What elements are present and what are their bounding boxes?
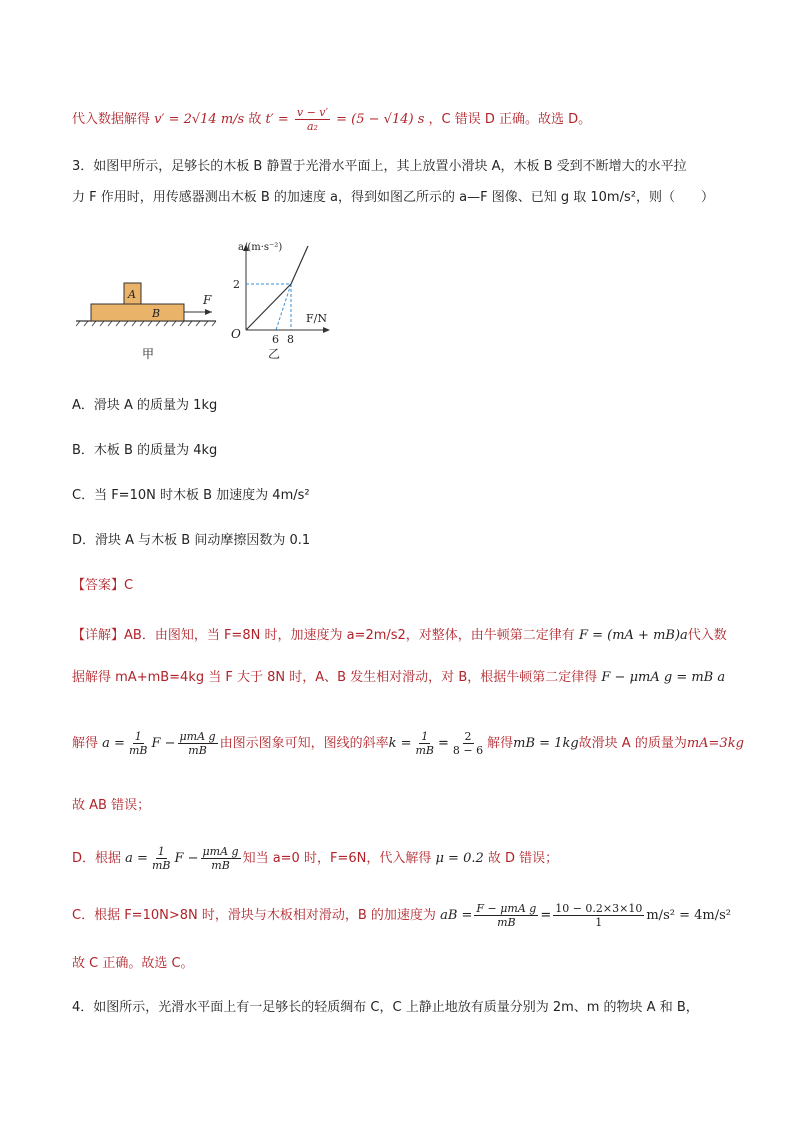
option-b: B．木板 B 的质量为 4kg [72,443,218,458]
formula-ma: mA=3kg [686,736,744,751]
fraction-mu [178,730,218,757]
force-arrowhead [205,309,212,315]
answer-value: C [124,578,134,593]
fraction-t [295,106,330,133]
formula-p1: F = (mA + mB)a [578,628,688,643]
formula-mb: mB = 1kg [513,736,579,751]
formula-ab: aB = [440,908,473,923]
detail-p3-text2: 解得 [487,736,514,751]
formula-p2: F − μmA g = mB a [601,670,726,685]
fraction-den: mB [497,916,516,929]
graph-segment-1 [246,284,291,330]
text-prefix: 代入数据解得 [72,112,151,127]
fraction-den: 1 [595,916,603,929]
x-tick-6: 6 [272,333,279,346]
option-a: A．滑块 A 的质量为 1kg [72,398,218,413]
origin-label: O [231,327,241,341]
formula-p5-a: a = [125,851,148,866]
option-d: D．滑块 A 与木板 B 间动摩擦因数为 0.1 [72,533,311,548]
fraction-den: mB [188,744,207,757]
detail-line-6: C．根据 F=10N>8N 时，滑块与木板相对滑动，B 的加速度为 aB = $\frac{\text{F − μmA g}}{mB}$ = $\frac{10 - 0.2\times 3\times 10}{1}$ m/s² = 4m/s² [72,902,731,929]
question-3-line-2: 力 F 作用时，用传感器测出木板 B 的加速度 a，得到如图乙所示的 a—F 图像、已知 g 取 10m/s²，则（ ） [72,190,714,205]
fraction-den: mB [151,859,171,872]
fraction-den: a₂ [306,120,318,133]
formula-v: v′ = 2√14 m/s [154,112,245,127]
fraction-num: μmA g [179,730,216,743]
formula-k: k = [388,736,412,751]
fraction-den: mB [128,744,148,757]
formula-p5-mid: F − [174,851,199,866]
fraction-p5-2 [201,845,241,872]
fraction-num: 1 [134,730,142,743]
fraction-k1 [413,730,436,757]
y-tick-2: 2 [233,278,240,291]
x-axis-label: F/N [306,312,327,325]
question-4-line-1: 4．如图所示，光滑水平面上有一足够长的轻质绸布 C，C 上静止地放有质量分别为 2m、m 的物块 A 和 B， [72,1000,699,1015]
fraction-num: 10 − 0.2×3×10 [555,902,643,915]
fraction-p6-2 [553,902,644,929]
formula-t-rhs: = (5 − √14) s [336,112,425,127]
fraction-p6-1 [474,902,538,929]
fraction-den: mB [211,859,230,872]
fraction-den: 8 − 6 [452,744,484,757]
formula-p3-mid: F − [151,736,176,751]
fraction-num: v − v′ [296,106,328,119]
label-b: B [151,307,161,320]
detail-p5-pre: D．根据 [72,851,122,866]
detail-p1: AB．由图知，当 F=8N 时，加速度为 a=2m/s2，对整体，由牛顿第二定律有 [124,628,575,643]
text-tail: ，C 错误 D 正确。故选 D。 [428,112,592,127]
detail-label: 【详解】 [72,628,125,643]
detail-p3-text: 由图示图象可知，图线的斜率 [219,736,389,751]
detail-line-2 [72,668,734,688]
detail-p2: 据解得 mA+mB=4kg 当 F 大于 8N 时，A、B 发生相对滑动，对 B，根据牛顿第二定律得 [72,670,598,685]
fraction-1-mb [127,730,150,757]
detail-p6-pre: C．根据 F=10N>8N 时，滑块与木板相对滑动，B 的加速度为 [72,908,436,923]
fraction-k2 [451,730,485,757]
detail-line-7: 故 C 正确。故选 C。 [72,956,194,971]
question-3-line-1: 3．如图甲所示，足够长的木板 B 静置于光滑水平面上，其上放置小滑块 A，木板 B 受到不断增大的水平拉 [72,159,687,174]
fraction-num: F − μmA g [476,902,537,915]
detail-line-4: 故 AB 错误； [72,798,151,813]
y-axis-label: a/(m·s⁻²) [238,242,283,253]
fraction-p5-1 [150,845,173,872]
fraction-num: μmA g [202,845,239,858]
solution-tail-line [72,106,734,133]
detail-line-1 [72,626,734,646]
label-f: F [203,293,212,307]
x-axis-arrow [323,327,330,333]
formula-p3-a: a = [102,736,125,751]
detail-p3-text3: 故滑块 A 的质量为 [578,736,687,751]
text-mid: 故 [248,112,262,127]
fraction-num: 1 [157,845,165,858]
formula-eq: = [438,736,449,751]
detail-p5-tail: 故 D 错误； [487,851,559,866]
detail-line-5 [72,845,734,872]
fraction-num: 2 [464,730,472,743]
formula-t-lhs: t′ = [265,112,289,127]
answer-line [72,576,734,596]
figure-a-f-graph [228,238,343,363]
caption-jia: 甲 [141,347,155,361]
caption-yi: 乙 [268,347,281,361]
option-c: C．当 F=10N 时木板 B 加速度为 4m/s² [72,488,310,503]
graph-segment-2 [291,246,308,284]
figure-block-board [76,250,221,365]
x-tick-8: 8 [287,333,294,346]
answer-label: 【答案】 [72,578,125,593]
label-a: A [128,288,136,301]
formula-result: m/s² = 4m/s² [646,908,731,923]
fraction-den: mB [415,744,434,757]
detail-p3-pre: 解得 [72,736,99,751]
board-b [91,304,184,321]
detail-p1-tail: 代入数 [687,628,727,643]
detail-line-3 [72,730,744,757]
formula-mu: μ = 0.2 [435,851,484,866]
fraction-num: 1 [421,730,429,743]
detail-p5-text: 知当 a=0 时，F=6N，代入解得 [242,851,432,866]
ground-hatch [76,321,216,326]
